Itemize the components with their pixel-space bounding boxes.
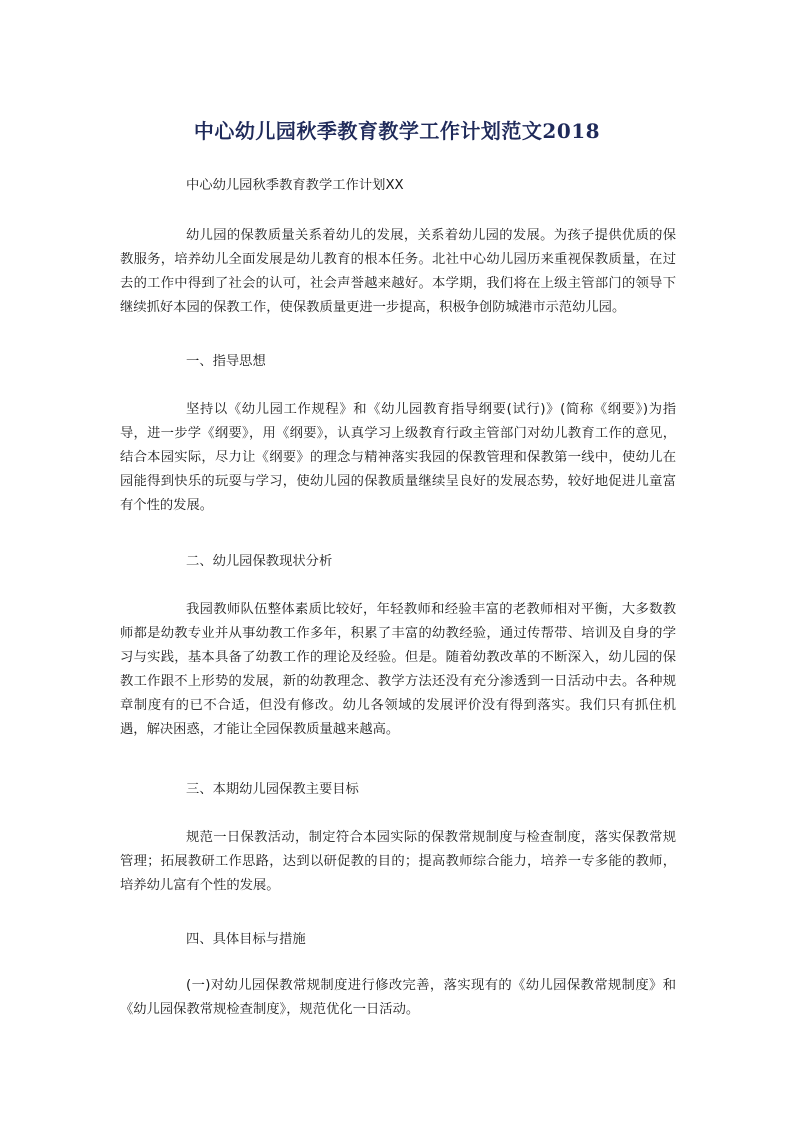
section-body-main-goals: 规范一日保教活动，制定符合本园实际的保教常规制度与检查制度，落实保教常规管理；拓展教研工作思路，达到以研促教的目的；提高教师综合能力，培养一专多能的教师，培养幼儿富有个性的发展。 [120,830,676,893]
document-title: 中心幼儿园秋季教育教学工作计划范文2018 [193,119,601,144]
section-body-specific-measures: (一)对幼儿园保教常规制度进行修改完善，落实现有的《幼儿园保教常规制度》和《幼儿园保教常规检查制度》，规范优化一日活动。 [120,978,676,1017]
section-body-status-analysis: 我园教师队伍整体素质比较好，年轻教师和经验丰富的老教师相对平衡，大多数教师都是幼教专业并从事幼教工作多年，积累了丰富的幼教经验，通过传帮带、培训及自身的学习与实践，基本具备了幼教工作的理论及经验。但是。随着幼教改革的不断深入，幼儿园的保教工作跟不上形势的发展，新的幼教理念、教学方法还没有充分渗透到一日活动中去。各种规章制度有的已不合适，但没有修改。幼儿各领域的发展评价没有得到落实。我们只有抓住机遇，解决困惑，才能让全园保教质量越来越高。 [120,602,676,737]
section-heading-guiding-ideology: 一、指导思想 [186,354,266,369]
intro-paragraph: 幼儿园的保教质量关系着幼儿的发展，关系着幼儿园的发展。为孩子提供优质的保教服务，培养幼儿全面发展是幼儿教育的根本任务。北社中心幼儿园历来重视保教质量，在过去的工作中得到了社会的认可，社会声誉越来越好。本学期，我们将在上级主管部门的领导下继续抓好本园的保教工作，使保教质量更进一步提高，积极争创防城港市示范幼儿园。 [120,228,676,315]
document-subtitle: 中心幼儿园秋季教育教学工作计划XX [186,178,404,193]
section-body-guiding-ideology: 坚持以《幼儿园工作规程》和《幼儿园教育指导纲要(试行)》(简称《纲要》)为指导，进一步学《纲要》，用《纲要》，认真学习上级教育行政主管部门对幼儿教育工作的意见，结合本园实际，尽力让《纲要》的理念与精神落实我园的保教管理和保教第一线中，使幼儿在园能得到快乐的玩耍与学习，使幼儿园的保教质量继续呈良好的发展态势，较好地促进儿童富有个性的发展。 [120,402,676,513]
section-heading-specific-measures: 四、具体目标与措施 [186,932,306,947]
section-heading-main-goals: 三、本期幼儿园保教主要目标 [186,782,359,797]
section-heading-status-analysis: 二、幼儿园保教现状分析 [186,554,333,569]
